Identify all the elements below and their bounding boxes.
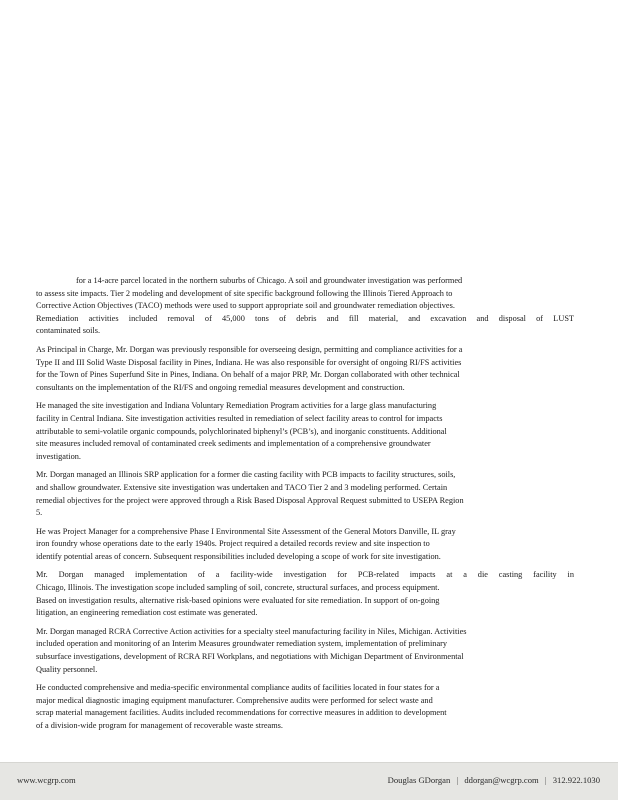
text-line: to assess site impacts. Tier 2 modeling and development of site specific background following the Illinois Tiered Approach to: [36, 288, 453, 298]
text-line: Chicago, Illinois. The investigation scope included sampling of soil, concrete, structural surfaces, and process equipment.: [36, 583, 440, 593]
text-line: consultants on the implementation of the RI/FS and ongoing remedial measures development and construction.: [36, 382, 405, 392]
text-line: Corrective Action Objectives (TACO) methods were used to support appropriate soil and groundwater remediation objectives.: [36, 301, 455, 311]
text-line: and shallow groundwater. Extensive site investigation was undertaken and TACO Tier 2 and 3 modeling performed. Certain: [36, 482, 448, 492]
text-line: subsurface investigations, development of RCRA RFI Workplans, and negotiations with Michigan Department of Environmental: [36, 652, 464, 662]
text-line: remedial objectives for the project were approved through a Risk Based Disposal Approval Request submitted to USEPA Region: [36, 495, 464, 505]
resume-body: [36, 275, 574, 739]
text-line: Remediation activities included removal of 45,000 tons of debris and fill material, and excavation and disposal of LUST: [36, 313, 574, 323]
separator: |: [456, 775, 459, 785]
text-line: litigation, an engineering remediation cost estimate was generated.: [36, 608, 258, 618]
text-line: major medical diagnostic imaging equipment manufacturer. Comprehensive audits were performed for select waste and: [36, 695, 433, 705]
text-line: identify potential areas of concern. Subsequent responsibilities included developing a scope of work for site investigation.: [36, 551, 441, 561]
paragraph-pines-indiana: [36, 344, 574, 394]
text-line: He was Project Manager for a comprehensive Phase I Environmental Site Assessment of the General Motors Danville, IL gray: [36, 526, 456, 536]
text-line: attributable to semi-volatile organic compounds, polychlorinated biphenyl’s (PCB’s), and inorganic constituents. Additional: [36, 426, 447, 436]
text-line: Mr. Dorgan managed implementation of a facility-wide investigation for PCB-related impacts at a die casting facility in: [36, 570, 574, 580]
text-line: investigation.: [36, 451, 81, 461]
paragraph-pcb-investigation: [36, 569, 574, 619]
paragraph-site-investigation-chicago: [36, 275, 574, 338]
text-line: Quality personnel.: [36, 664, 98, 674]
text-line: of a division-wide program for management of recoverable waste streams.: [36, 721, 283, 730]
paragraph-phase-one-esa: [36, 526, 574, 564]
text-line: site measures included removal of contaminated creek sediments and implementation of a comprehensive groundwater: [36, 439, 431, 449]
paragraph-glass-manufacturing: [36, 400, 574, 463]
phone-number: 312.922.1030: [552, 775, 600, 785]
text-line: Based on investigation results, alternative risk-based opinions were evaluated for site remediation. In support of on-going: [36, 595, 440, 605]
paragraph-compliance-audits: [36, 682, 574, 732]
text-line: Mr. Dorgan managed RCRA Corrective Action activities for a specialty steel manufacturing facility in Niles, Michigan. Activities: [36, 626, 467, 636]
text-line: Mr. Dorgan managed an Illinois SRP application for a former die casting facility with PCB impacts to facility structures, soils,: [36, 470, 456, 480]
paragraph-illinois-srp: [36, 469, 574, 519]
paragraph-rcra-corrective-action: [36, 626, 574, 676]
separator: |: [544, 775, 547, 785]
text-line: for the Town of Pines Superfund Site in Pines, Indiana. On behalf of a major PRP, Mr. Dorgan collaborated with other technical: [36, 370, 460, 380]
text-line: included operation and monitoring of an Interim Measures groundwater remediation system, implementation of preliminary: [36, 639, 448, 649]
contact-name: Douglas GDorgan: [387, 775, 451, 785]
text-line: 5.: [36, 508, 43, 518]
email-link[interactable]: ddorgan@wcgrp.com: [464, 775, 539, 785]
website-link[interactable]: www.wcgrp.com: [17, 775, 76, 785]
text-line: contaminated soils.: [36, 326, 101, 336]
text-line: scrap material management facilities. Audits included recommendations for corrective measures in addition to development: [36, 708, 447, 718]
text-line: facility in Central Indiana. Site investigation activities resulted in remediation of select facility areas to control for impacts: [36, 413, 443, 423]
text-line: for a 14-acre parcel located in the northern suburbs of Chicago. A soil and groundwater investigation was performed: [76, 276, 463, 285]
contact-info: [388, 775, 600, 785]
page-footer: [0, 762, 618, 800]
text-line: Type II and III Solid Waste Disposal facility in Pines, Indiana. He was also responsible for oversight of ongoing RI/FS activities: [36, 357, 462, 367]
text-line: He conducted comprehensive and media-specific environmental compliance audits of facilities located in four states for a: [36, 683, 440, 693]
text-line: As Principal in Charge, Mr. Dorgan was previously responsible for overseeing design, permitting and compliance activities for a: [36, 344, 463, 354]
text-line: He managed the site investigation and Indiana Voluntary Remediation Program activities for a large glass manufacturing: [36, 401, 437, 411]
text-line: iron foundry whose operations date to the early 1940s. Project required a detailed records review and site inspection to: [36, 539, 430, 549]
